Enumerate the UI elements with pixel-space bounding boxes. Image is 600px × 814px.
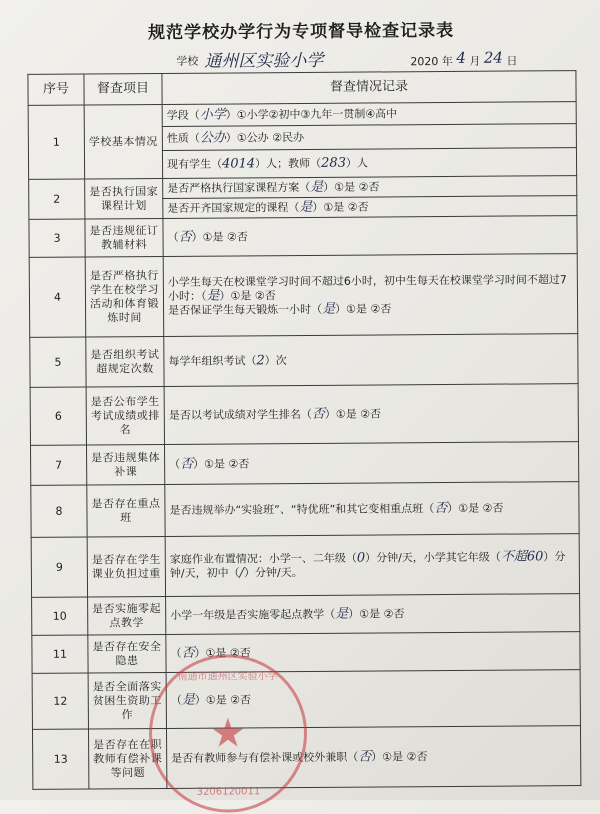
row-detail [162,148,576,179]
detail-text: 是否保证学生每天锻炼一小时（ [168,302,323,317]
school-label: 学校 [176,54,199,68]
handwritten-answer: 是 [322,301,336,317]
detail-text: 现有学生（ [166,157,223,171]
row-detail [162,124,576,151]
handwritten-answer: 否 [178,229,192,245]
detail-text: 小学一年级是否实施零起点教学（ [170,607,336,622]
detail-text: ）①是 ②否 [191,229,248,244]
detail-text: （ [169,457,181,471]
detail-text: ）①是 ②否 [312,200,369,214]
detail-text: （ [167,230,179,244]
detail-text: ）①是 ②否 [324,406,382,421]
date-day-suffix: 日 [506,54,518,68]
row-no: 6 [30,387,86,445]
detail-text: ）①是 ②否 [219,288,276,303]
detail-text: ）分钟/天。 [243,565,303,579]
row-no: 3 [29,219,85,257]
seal-bottom-text: 3206120011 [196,786,261,798]
handwritten-answer: 小学 [199,107,226,123]
row-no: 12 [32,673,88,729]
handwritten-answer: 不超60 [500,548,544,565]
row-no: 11 [32,635,88,673]
row-detail [166,726,580,789]
detail-text: ）①是 ②否 [194,692,252,707]
row-detail [164,334,578,387]
row-detail [163,216,577,257]
row-item: 是否公布学生考试成绩或排名 [86,386,164,445]
detail-text: ）①是 ②否 [335,301,392,316]
detail-text: 家庭作业布置情况：小学一、二年级（ [169,551,357,566]
detail-text: 是否违规举办“实验班”、“特优班”和其它变相重点班（ [169,501,435,517]
detail-text: ）分钟/天，小学其它年级（ [365,550,501,565]
table-row [32,594,580,636]
row-item: 是否存在学生课业负担过重 [87,536,165,597]
row-item: 是否违规征订教辅材料 [85,218,163,257]
handwritten-answer: 是 [335,606,349,622]
table-row [31,482,579,538]
detail-text: 是否有教师参与有偿补课或校外兼职（ [171,750,359,765]
handwritten-answer: 是 [310,179,324,195]
row-no: 9 [31,537,87,597]
school-name-handwritten: 通州区实验小学 [204,50,324,72]
detail-text: 是否严格执行国家课程方案（ [167,180,311,195]
detail-text: 每学年组织考试（ [168,353,257,368]
row-no: 4 [29,257,86,337]
table-row [29,216,577,258]
detail-text: ）次 [264,353,287,367]
row-item: 是否执行国家课程计划 [85,178,163,219]
date-year: 2020 [410,55,439,69]
handwritten-answer: 是 [181,692,195,708]
row-no: 13 [32,729,88,789]
detail-text: ）①是 ②否 [194,645,251,660]
detail-text: ）①小学②初中③九年一贯制④高中 [225,106,398,122]
row-item: 是否违规集体补课 [87,444,165,485]
table-row [31,534,579,598]
handwritten-answer: 否 [311,406,325,422]
detail-text: 学段（ [166,108,200,122]
table-row [30,334,578,388]
handwritten-answer: 是 [299,199,313,215]
row-item: 学校基本情况 [84,104,163,179]
detail-text: ）①公办 ②民办 [225,130,305,145]
row-detail [163,254,578,337]
row-no: 7 [31,445,87,485]
row-detail [162,102,576,127]
table-row [32,726,580,790]
row-no: 2 [29,179,85,219]
handwritten-answer: 否 [181,645,195,661]
handwritten-answer: 2 [256,352,265,368]
detail-text: 是否以考试成绩对学生排名（ [168,407,312,422]
detail-text: （ [170,646,182,660]
date-year-suffix: 年 [441,54,453,69]
header-item: 督查项目 [84,73,162,105]
handwritten-answer: 否 [434,500,448,516]
row-detail [164,384,578,445]
row-item: 是否实施零起点教学 [88,596,166,635]
row-detail [166,594,580,635]
row-no: 10 [32,597,88,635]
detail-text: ）①是 ②否 [323,179,380,194]
detail-text: 是否开齐国家规定的课程（ [167,200,300,215]
inspection-table [27,70,581,790]
date-day: 24 [483,48,504,67]
detail-text: ）人 [345,156,369,170]
table-row [30,384,578,446]
detail-text: （ [170,693,182,707]
form-meta [26,44,576,74]
row-detail [166,632,580,673]
table-row [31,442,579,486]
row-detail [165,442,579,485]
detail-text: 性质（ [166,131,200,145]
row-item: 是否存在在职教师有偿补课等问题 [88,728,166,789]
detail-text: 小学生每天在校课堂学习时间不超过6小时，初中生每天在校课堂学习时间不超过7小时：（ [167,272,567,303]
date-month-suffix: 月 [469,54,481,68]
form-title: 规范学校办学行为专项督导检查记录表 [148,20,455,44]
row-item: 是否全面落实贫困生资助工作 [88,672,166,729]
seal-top-text: 南通市通州区实验小学 [177,671,278,683]
handwritten-answer: 4014 [221,155,256,172]
handwritten-answer: / [239,564,245,580]
handwritten-answer: 0 [356,550,366,566]
table-row [32,632,580,674]
table-header-row [28,71,576,106]
row-no: 5 [30,337,86,387]
handwritten-answer: 公办 [199,130,226,146]
handwritten-answer: 否 [180,456,194,472]
row-item: 是否存在安全隐患 [88,634,166,673]
date-month: 4 [456,48,466,67]
row-no: 8 [31,485,87,537]
header-no: 序号 [28,74,84,105]
row-detail [165,482,579,537]
handwritten-answer: 283 [321,155,347,171]
inspection-form [26,12,581,796]
row-no: 1 [28,105,85,179]
star-icon: ★ [209,710,247,757]
handwritten-answer: 是 [206,288,220,304]
row-item: 是否组织考试超规定次数 [86,336,164,387]
detail-text: ）人；教师（ [255,156,322,170]
detail-text: ）①是 ②否 [193,456,250,471]
table-row [32,670,580,730]
detail-text: ）①是 ②否 [348,606,405,621]
form-date [410,50,517,69]
header-detail: 督查情况记录 [162,71,576,105]
row-item: 是否严格执行学生在校学习活动和体育锻炼时间 [85,256,164,337]
table-row [29,254,578,338]
detail-text: ）①是 ②否 [371,749,428,764]
row-detail [166,670,580,729]
detail-text: ）分钟/天，初中（ [169,549,566,580]
handwritten-answer: 否 [358,749,372,765]
row-detail [165,534,579,597]
detail-text: ）①是 ②否 [447,501,504,515]
row-item: 是否存在重点班 [87,484,165,537]
